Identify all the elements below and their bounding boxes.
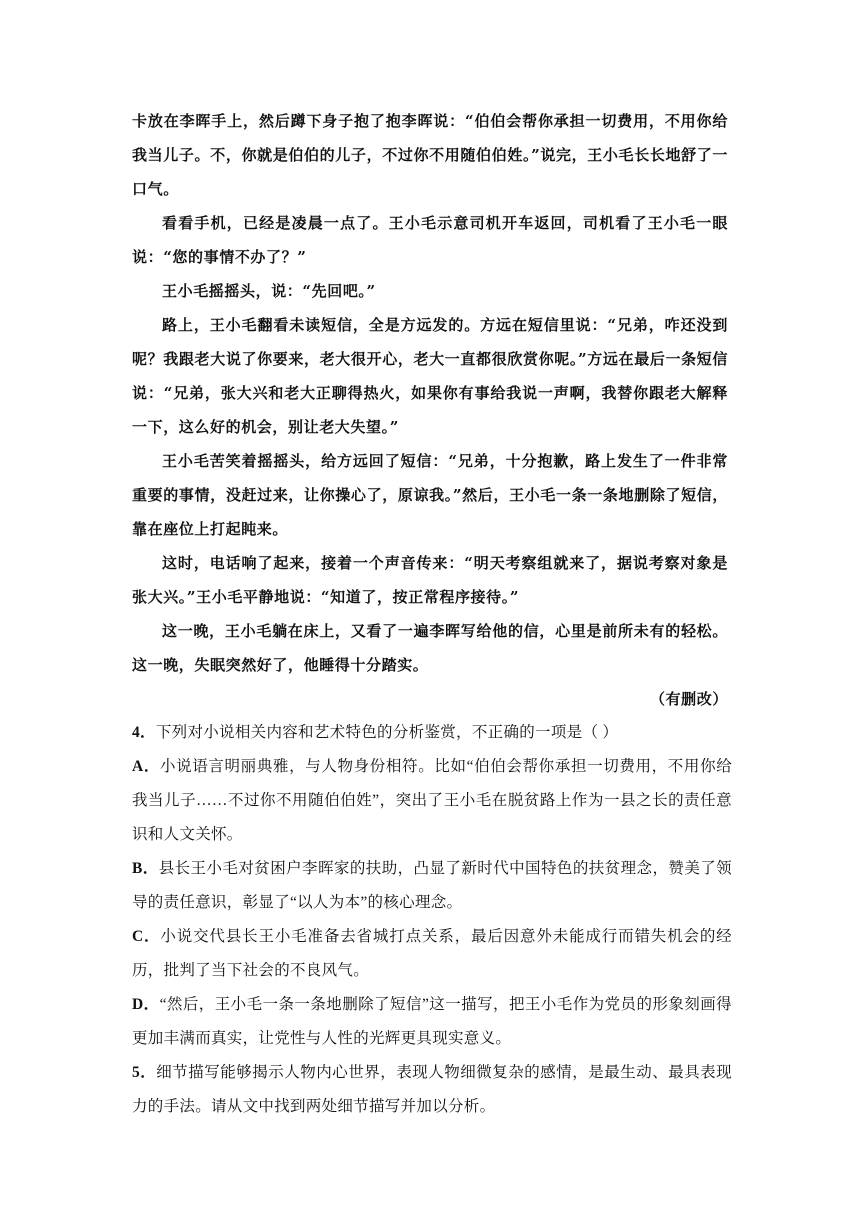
option-d: [132, 988, 732, 1056]
story-paragraph-4: 路上，王小毛翻看未读短信，全是方远发的。方远在短信里说：“兄弟，咋还没到呢？我跟老大说了你要来，老大很开心，老大一直都很欣赏你呢。”方远在最后一条短信说：“兄弟，张大兴和老大正聊得热火，如果你有事给我说一声啊，我替你跟老大解释一下，这么好的机会，别让老大失望。”: [132, 316, 728, 436]
question-4: [132, 716, 732, 750]
option-letter: B．: [132, 860, 159, 877]
option-b: [132, 852, 732, 920]
option-letter: C．: [132, 928, 161, 945]
question-number: 5．: [132, 1064, 157, 1081]
story-paragraph-3: 王小毛摇摇头，说：“先回吧。”: [162, 282, 376, 300]
story-paragraph-6: 这时，电话响了起来，接着一个声音传来：“明天考察组就来了，据说考察对象是张大兴。”王小毛平静地说：“知道了，按正常程序接待。”: [132, 554, 728, 606]
story-paragraph-2: 看看手机，已经是凌晨一点了。王小毛示意司机开车返回，司机看了王小毛一眼说：“您的事情不办了？”: [132, 214, 728, 266]
questions-section: [132, 716, 732, 1124]
option-text: 县长王小毛对贫困户李晖家的扶助，凸显了新时代中国特色的扶贫理念，赞美了领导的责任意识，彰显了“以人为本”的核心理念。: [132, 860, 732, 911]
source-note: （有删改）: [649, 690, 728, 708]
question-number: 4．: [132, 724, 156, 741]
story-paragraph-1: 卡放在李晖手上，然后蹲下身子抱了抱李晖说：“伯伯会帮你承担一切费用，不用你给我当儿子。不，你就是伯伯的儿子，不过你不用随伯伯姓。”说完，王小毛长长地舒了一口气。: [132, 112, 728, 198]
question-5: [132, 1056, 732, 1124]
story-paragraph-7: 这一晚，王小毛躺在床上，又看了一遍李晖写给他的信，心里是前所未有的轻松。这一晚，失眠突然好了，他睡得十分踏实。: [132, 622, 728, 674]
option-letter: D．: [132, 996, 160, 1013]
question-stem: 下列对小说相关内容和艺术特色的分析鉴赏，不正确的一项是（ ）: [155, 724, 619, 741]
option-text: 小说语言明丽典雅，与人物身份相符。比如“伯伯会帮你承担一切费用，不用你给我当儿子……不过你不用随伯伯姓”，突出了王小毛在脱贫路上作为一县之长的责任意识和人文关怀。: [132, 758, 733, 843]
option-letter: A．: [132, 758, 160, 775]
option-text: 小说交代县长王小毛准备去省城打点关系，最后因意外未能成行而错失机会的经历，批判了当下社会的不良风气。: [132, 928, 732, 979]
option-a: [132, 750, 732, 852]
story-passage: [132, 104, 728, 716]
option-text: “然后，王小毛一条一条地删除了短信”这一描写，把王小毛作为党员的形象刻画得更加丰满而真实，让党性与人性的光辉更具现实意义。: [132, 996, 732, 1047]
option-c: [132, 920, 732, 988]
question-stem: 细节描写能够揭示人物内心世界，表现人物细微复杂的感情，是最生动、最具表现力的手法。请从文中找到两处细节描写并加以分析。: [132, 1064, 732, 1115]
story-paragraph-5: 王小毛苦笑着摇摇头，给方远回了短信：“兄弟，十分抱歉，路上发生了一件非常重要的事情，没赶过来，让你操心了，原谅我。”然后，王小毛一条一条地删除了短信，靠在座位上打起盹来。: [132, 452, 728, 538]
